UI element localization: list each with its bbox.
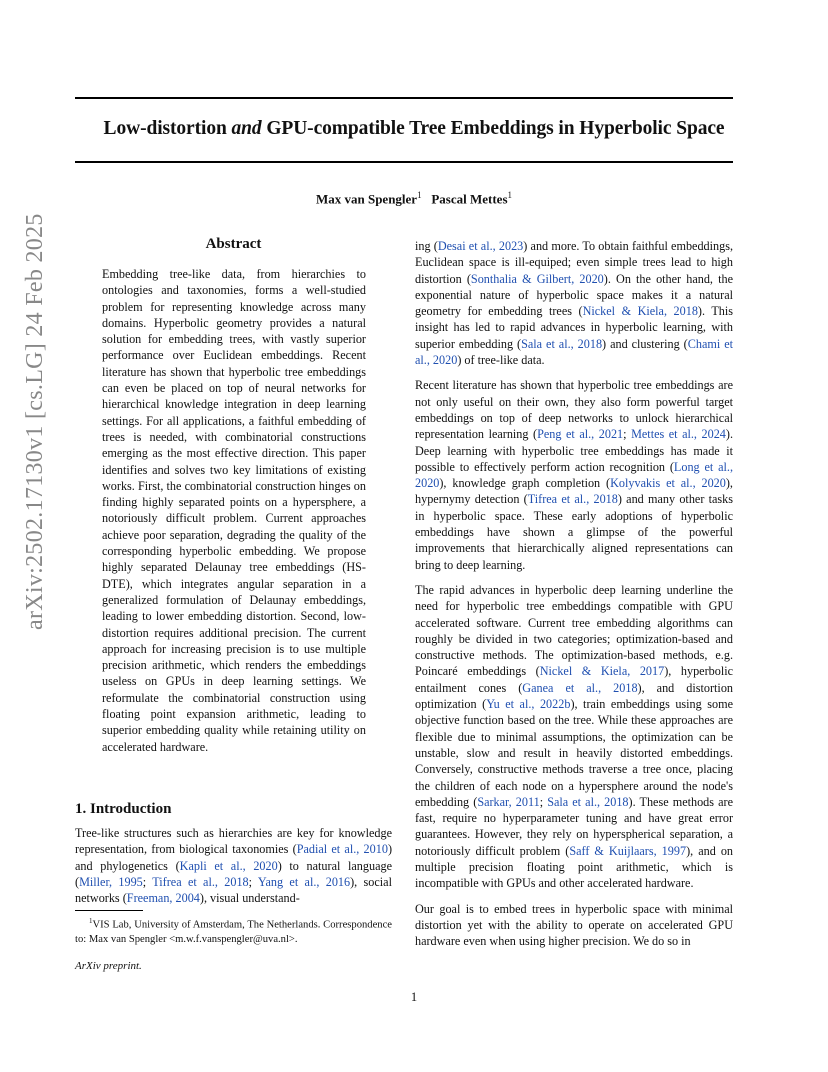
citation-link[interactable]: Chami et al., 2020: [415, 336, 733, 368]
title-bottom-rule: [75, 161, 733, 163]
page-number: 1: [410, 990, 418, 1004]
citation-link[interactable]: Desai et al., 2023: [437, 239, 524, 253]
citation-link[interactable]: Nickel & Kiela, 2017: [539, 664, 665, 679]
citation-link[interactable]: Sala et al., 2018: [521, 336, 603, 351]
citation-link[interactable]: Freeman, 2004: [126, 891, 200, 906]
author-name: Max van Spengler: [315, 191, 418, 207]
paragraph-text: ;: [248, 874, 258, 889]
paragraph-text: ). This insight has led to rapid advances in hyperbolic learning, with superior embedding (: [415, 304, 733, 351]
paragraph-text: ) and phylogenetics (: [75, 842, 392, 873]
citation-link[interactable]: Kapli et al., 2020: [179, 858, 278, 873]
footnote-mark: 1: [89, 917, 93, 925]
paragraph-text: Recent literature has shown that hyperbolic tree embeddings are not only useful on their own, they also form powerful target embeddings on top of deep networks to unlock hierarchical representation learning (: [415, 378, 733, 442]
citation-link[interactable]: Nickel & Kiela, 2018: [582, 304, 698, 319]
paragraph-text: ) to natural language (: [75, 858, 392, 889]
paragraph-text: The rapid advances in hyperbolic deep learning underline the need for hyperbolic tree embeddings compatible with GPU accelerated software. Current tree embedding algorithms can roughly be divided in two categories; optimization-based and constructive methods. The optimization-based methods, e.g. Poincaré embeddings (: [415, 582, 733, 679]
body-paragraph: [415, 238, 733, 368]
paragraph-text: ), visual understand-: [199, 891, 300, 906]
paragraph-text: ). Deep learning with hyperbolic tree embeddings has made it possible to effectively perform action recognition (: [415, 427, 734, 474]
citation-link[interactable]: Padial et al., 2010: [296, 842, 388, 857]
abstract-text: Embedding tree-like data, from hierarchies to ontologies and taxonomies, forms a well-studied problem for representing knowledge across many domains. Hyperbolic geometry provides a natural solution for embedding trees, with vastly superior performance over Euclidean embeddings. Recent literature has shown that hyperbolic tree embeddings can even be placed on top of neural networks for hierarchical knowledge integration in deep learning settings. For all applications, a faithful embedding of trees is needed, with combinatorial constructions emerging as the most effective direction. This paper identifies and solves two key limitations of existing works. First, the combinatorial construction hinges on finding highly separated points on a hypersphere, a notoriously difficult problem. Current approaches achieve poor separation, degrading the quality of the corresponding hyperbolic embedding. We propose highly separated Delaunay tree embeddings (HS-DTE), which integrates angular separation in a generalized formulation of Delaunay embeddings, leading to lower embedding distortion. Second, low-distortion requires additional precision. The current approach for increasing precision is to use multiple precision arithmetic, which renders the embeddings useless on GPUs in deep learning settings. We reformulate the combinatorial construction using floating point expansion arithmetic, leading to superior embedding quality while retaining utility on accelerated hardware.: [102, 267, 366, 754]
paragraph-text: ), and on multiple precision floating point arithmetic, which is incompatible with GPUs and other accelerated hardware.: [415, 843, 734, 891]
footnote: [75, 914, 392, 947]
body-paragraph: [415, 901, 733, 950]
citation-link[interactable]: Saff & Kuijlaars, 1997: [569, 843, 687, 858]
footnote-rule: [75, 910, 143, 911]
paragraph-text: ), and distortion optimization (: [415, 680, 734, 712]
paragraph-text: ) of tree-like data.: [457, 353, 545, 368]
title-part-2: GPU-compatible Tree Embeddings in Hyperbolic Space: [261, 118, 725, 139]
title-emphasis: and: [231, 118, 262, 139]
abstract-heading: Abstract: [205, 236, 262, 252]
citation-link[interactable]: Miller, 1995: [79, 874, 143, 889]
author-affiliation-mark: 1: [507, 190, 513, 200]
paragraph-text: ), hyperbolic entailment cones (: [415, 664, 734, 695]
paragraph-text: ), hypernymy detection (: [415, 476, 733, 507]
paragraph-text: ;: [623, 427, 632, 442]
preprint-label: ArXiv preprint.: [75, 960, 142, 972]
title-top-rule: [75, 97, 733, 99]
paragraph-text: Tree-like structures such as hierarchies are key for knowledge representation, from biological taxonomies (: [75, 826, 392, 857]
intro-paragraph-left: [75, 825, 392, 906]
author-name: Pascal Mettes: [431, 191, 508, 207]
section-heading-introduction: 1. Introduction: [75, 801, 172, 817]
paragraph-text: ;: [539, 794, 548, 809]
citation-link[interactable]: Peng et al., 2021: [537, 427, 624, 442]
footnote-text: VIS Lab, University of Amsterdam, The Netherlands. Correspondence to: Max van Spengler <m.w.f.vanspengler@uva.nl>.: [75, 919, 392, 945]
paragraph-text: ) and many other tasks in hyperbolic space. These early adoptions of hyperbolic embeddings have shown a glimpse of the powerful improvements that hierarchically aligned representations can bring to deep learning.: [415, 492, 733, 572]
citation-link[interactable]: Ganea et al., 2018: [522, 680, 638, 695]
citation-link[interactable]: Sarkar, 2011: [477, 794, 540, 809]
paper-title: [40, 118, 788, 140]
title-part-1: Low-distortion: [103, 118, 232, 139]
paragraph-text: Our goal is to embed trees in hyperbolic space with minimal distortion yet with the ability to operate on accelerated GPU hardware even when using higher precision. We do so in: [415, 901, 733, 949]
paragraph-text: ;: [142, 874, 153, 889]
paragraph-text: ), knowledge graph completion (: [439, 476, 611, 491]
author-affiliation-mark: 1: [417, 190, 422, 200]
citation-link[interactable]: Sala et al., 2018: [547, 794, 629, 809]
right-column: [415, 238, 733, 958]
citation-link[interactable]: Long et al., 2020: [415, 459, 733, 491]
citation-link[interactable]: Kolyvakis et al., 2020: [610, 476, 726, 491]
citation-link[interactable]: Mettes et al., 2024: [631, 427, 726, 442]
paragraph-text: ), train embeddings using some objective function based on the tree. While these approaches are flexible due to minimal assumptions, the optimization can be unstable, slow and result in heavily distorted embeddings. Conversely, constructive methods traverse a tree once, placing the children of each node on a hypersphere around the node's embedding (: [415, 697, 733, 809]
citation-link[interactable]: Tifrea et al., 2018: [527, 492, 618, 507]
body-paragraph: [415, 582, 733, 892]
paragraph-text: ) and more. To obtain faithful embeddings, Euclidean space is ill-equiped; even simple trees lead to high distortion (: [415, 239, 733, 286]
citation-link[interactable]: Tifrea et al., 2018: [152, 874, 249, 889]
author-list: [0, 190, 828, 207]
citation-link[interactable]: Yu et al., 2022b: [486, 697, 571, 712]
citation-link[interactable]: Sonthalia & Gilbert, 2020: [470, 271, 604, 286]
body-paragraph: [415, 377, 733, 573]
paragraph-text: ing (: [415, 239, 438, 253]
arxiv-identifier-stamp: arXiv:2502.17130v1 [cs.LG] 24 Feb 2025: [22, 213, 48, 630]
paragraph-text: ) and clustering (: [602, 336, 688, 351]
paragraph-text: ). On the other hand, the exponential nature of hyperbolic space makes it a natural geometry for embedding trees (: [415, 271, 733, 319]
paragraph-text: ). These methods are fast, require no hyperparameter tuning and have great error guarantees. However, they rely on hyperspherical separation, a notoriously difficult problem (: [415, 794, 733, 858]
citation-link[interactable]: Yang et al., 2016: [257, 874, 351, 889]
paragraph-text: ), social networks (: [75, 874, 392, 906]
